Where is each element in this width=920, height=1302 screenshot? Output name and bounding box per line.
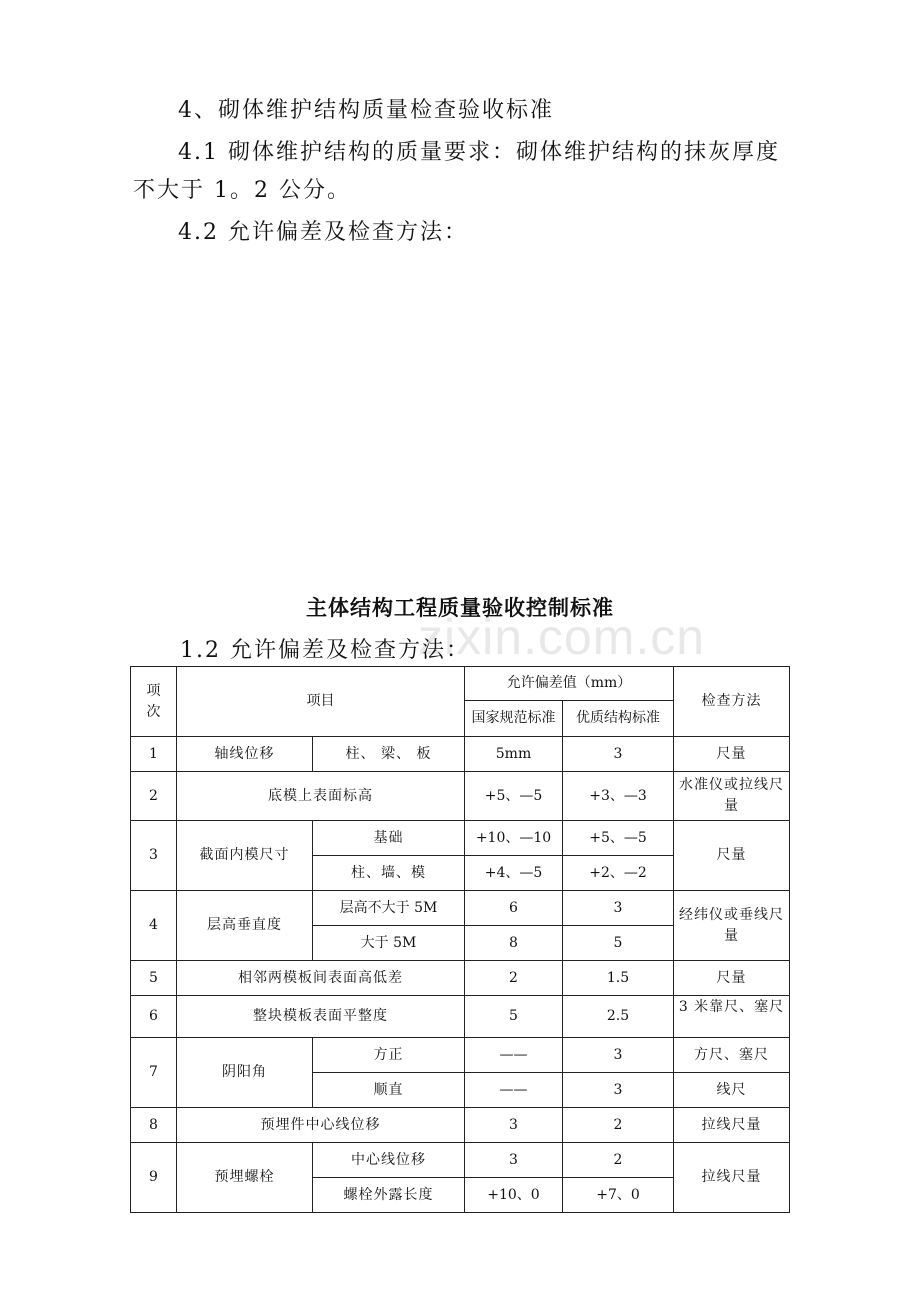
header-index: 项次 [131, 667, 177, 737]
table-row [131, 1143, 790, 1178]
cell-quality: 5 [563, 926, 674, 961]
cell-national: 2 [465, 961, 563, 996]
heading-section-4: 4、砌体维护结构质量检查验收标准 [178, 98, 554, 123]
cell-no: 9 [131, 1143, 177, 1213]
cell-sub: 基础 [313, 821, 465, 856]
cell-method: 方尺、塞尺 [674, 1038, 790, 1073]
cell-method: 尺量 [674, 737, 790, 772]
cell-quality: +5、—5 [563, 821, 674, 856]
paragraph-4-1-line1: 4.1 砌体维护结构的质量要求：砌体维护结构的抹灰厚度 [178, 140, 780, 165]
cell-no: 7 [131, 1038, 177, 1108]
cell-quality: 3 [563, 737, 674, 772]
cell-national: +4、—5 [465, 856, 563, 891]
cell-item: 轴线位移 [177, 737, 313, 772]
table-row [131, 821, 790, 856]
cell-national: —— [465, 1038, 563, 1073]
table-row [131, 772, 790, 821]
tolerance-table [130, 666, 790, 1213]
cell-quality: 2 [563, 1143, 674, 1178]
cell-quality: 3 [563, 1038, 674, 1073]
cell-item: 层高垂直度 [177, 891, 313, 961]
header-item: 项目 [177, 667, 465, 737]
cell-item: 整块模板表面平整度 [177, 996, 465, 1038]
cell-method: 拉线尺量 [674, 1143, 790, 1213]
cell-national: +10、—10 [465, 821, 563, 856]
cell-sub: 柱、墙、模 [313, 856, 465, 891]
cell-quality: 2 [563, 1108, 674, 1143]
table-row [131, 1108, 790, 1143]
cell-method: 经纬仪或垂线尺量 [674, 891, 790, 961]
header-method: 检查方法 [674, 667, 790, 737]
cell-national: +5、—5 [465, 772, 563, 821]
cell-method: 尺量 [674, 961, 790, 996]
cell-method: 水准仪或拉线尺量 [674, 772, 790, 821]
cell-no: 3 [131, 821, 177, 891]
cell-quality: +2、—2 [563, 856, 674, 891]
cell-sub: 大于 5M [313, 926, 465, 961]
cell-sub: 中心线位移 [313, 1143, 465, 1178]
section-label-1-2: 1.2 允许偏差及检查方法： [180, 638, 470, 663]
cell-quality: 1.5 [563, 961, 674, 996]
cell-no: 4 [131, 891, 177, 961]
cell-quality: +3、—3 [563, 772, 674, 821]
header-quality: 优质结构标准 [563, 701, 674, 737]
cell-national: 6 [465, 891, 563, 926]
cell-no: 2 [131, 772, 177, 821]
cell-national: 5 [465, 996, 563, 1038]
header-national: 国家规范标准 [465, 701, 563, 737]
cell-item: 预埋件中心线位移 [177, 1108, 465, 1143]
cell-national: 3 [465, 1143, 563, 1178]
cell-method: 拉线尺量 [674, 1108, 790, 1143]
cell-item: 底模上表面标高 [177, 772, 465, 821]
cell-national: +10、0 [465, 1178, 563, 1213]
table-row [131, 891, 790, 926]
cell-quality: 3 [563, 1073, 674, 1108]
watermark: zixin.com.cn [418, 609, 706, 665]
heading-4-2: 4.2 允许偏差及检查方法： [178, 220, 468, 245]
cell-sub: 柱、 梁、 板 [313, 737, 465, 772]
cell-item: 截面内模尺寸 [177, 821, 313, 891]
cell-national: 5mm [465, 737, 563, 772]
table-row [131, 996, 790, 1038]
cell-no: 6 [131, 996, 177, 1038]
cell-item: 阴阳角 [177, 1038, 313, 1108]
cell-no: 1 [131, 737, 177, 772]
cell-national: 8 [465, 926, 563, 961]
paragraph-4-1-line2: 不大于 1。2 公分。 [133, 178, 351, 203]
cell-no: 5 [131, 961, 177, 996]
cell-quality: +7、0 [563, 1178, 674, 1213]
cell-method: 线尺 [674, 1073, 790, 1108]
cell-method: 尺量 [674, 821, 790, 891]
document-title: 主体结构工程质量验收控制标准 [306, 596, 614, 620]
cell-national: 3 [465, 1108, 563, 1143]
cell-item: 预埋螺栓 [177, 1143, 313, 1213]
cell-quality: 3 [563, 891, 674, 926]
cell-sub: 方正 [313, 1038, 465, 1073]
cell-method: 3 米靠尺、塞尺 [674, 996, 790, 1038]
cell-quality: 2.5 [563, 996, 674, 1038]
header-allowed: 允许偏差值（mm） [465, 667, 674, 701]
cell-sub: 层高不大于 5M [313, 891, 465, 926]
cell-sub: 螺栓外露长度 [313, 1178, 465, 1213]
table-row [131, 961, 790, 996]
cell-no: 8 [131, 1108, 177, 1143]
cell-sub: 顺直 [313, 1073, 465, 1108]
table-row [131, 1038, 790, 1073]
cell-national: —— [465, 1073, 563, 1108]
cell-item: 相邻两模板间表面高低差 [177, 961, 465, 996]
table-row [131, 737, 790, 772]
